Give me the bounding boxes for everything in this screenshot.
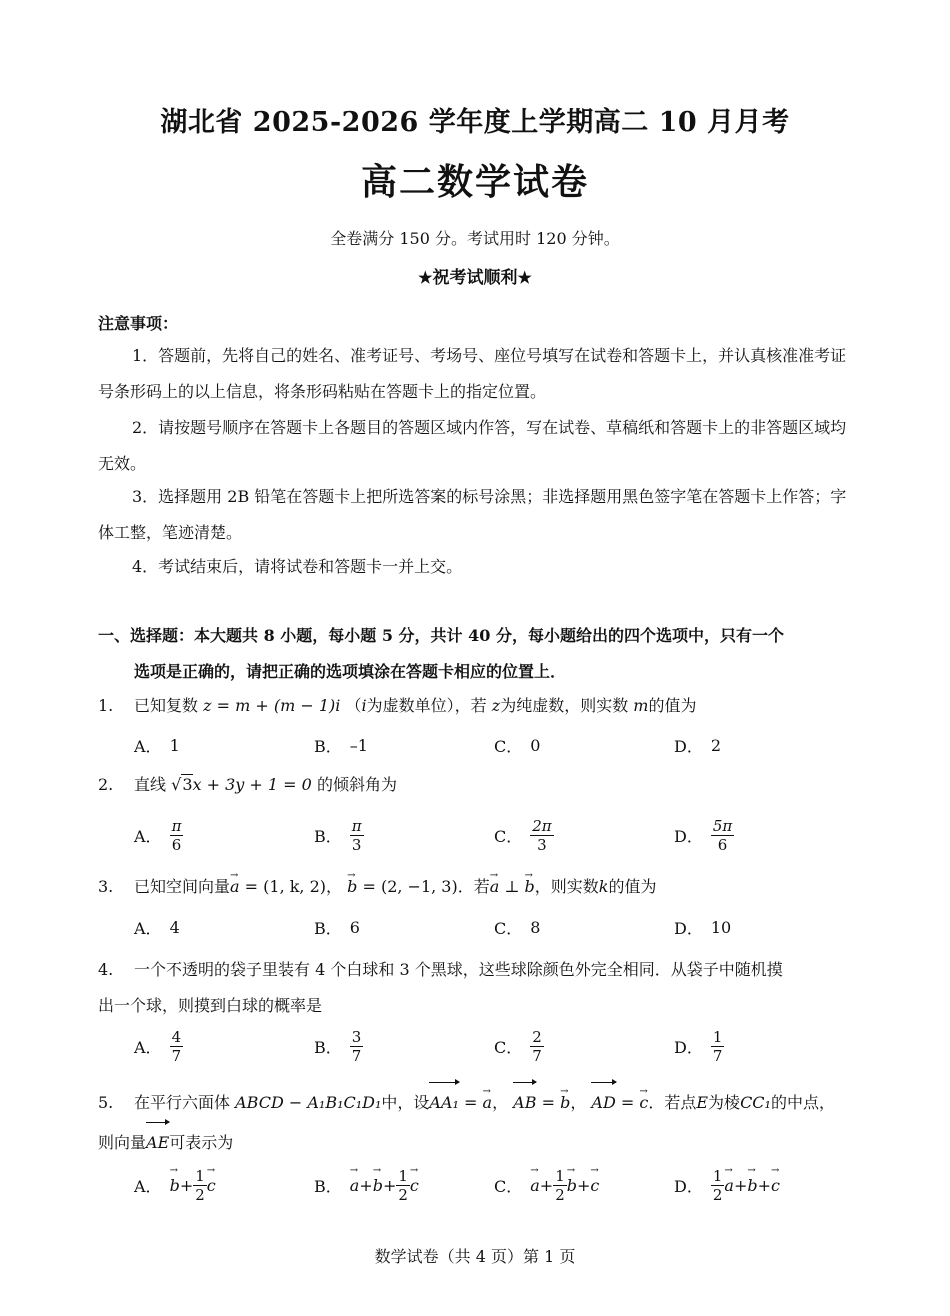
question-text: ，则实数 (534, 877, 599, 896)
question-text: 则向量 (98, 1133, 147, 1152)
perp-symbol: ⊥ (499, 877, 525, 896)
fraction (170, 1028, 184, 1065)
variable: k (598, 877, 609, 896)
option-label: C． (494, 1176, 523, 1196)
sqrt-radicand: 3 (182, 775, 193, 794)
option-label: D． (674, 1037, 703, 1057)
option-label: A． (134, 826, 162, 846)
denominator: 2 (398, 1185, 408, 1204)
denominator: 2 (555, 1185, 565, 1204)
vector-aa1: AA₁ (429, 1082, 459, 1122)
question-text: （ (345, 696, 362, 715)
variable: E (696, 1093, 709, 1112)
fraction (711, 1167, 725, 1204)
question-5: 5. 在平行六面体 ABCD − A₁B₁C₁D₁中，设AA₁ = → a， AB = → b， AD = → c．若点E为棱CC₁的中点， 则向量AE可表示为 (98, 1082, 858, 1162)
fraction (350, 817, 364, 854)
notice-item-1: 1．答题前，先将自己的姓名、准考证号、考场号、座位号填写在试卷和答题卡上，并认真核准准考证号条形码上的以上信息，将条形码粘贴在答题卡上的指定位置。 (98, 346, 847, 401)
equals-sign: = (536, 1093, 561, 1112)
numerator: 2 (532, 1027, 542, 1046)
numerator: π (351, 816, 362, 835)
option-value: 10 (710, 917, 732, 937)
formula: x + 3y + 1 = 0 (192, 775, 312, 794)
vector-a: → a (490, 875, 500, 899)
vector-a: → a (724, 1176, 734, 1195)
section-line-1: 一、选择题：本大题共 8 小题，每小题 5 分，共计 40 分，每小题给出的四个选项中，只有一个 (98, 626, 784, 645)
wish-text: 祝考试顺利 (432, 268, 518, 288)
option-value: 0 (530, 735, 541, 755)
vector-c: → c (207, 1176, 216, 1195)
question-text: 可表示为 (169, 1133, 234, 1152)
question-text: 一个不透明的袋子里装有 4 个白球和 3 个黑球，这些球除颜色外完全相同．从袋子中随机摸 (134, 960, 783, 979)
fraction (553, 1167, 567, 1204)
vector-c: → c (771, 1176, 780, 1195)
numerator: 1 (555, 1166, 565, 1185)
plus-sign: + (733, 1175, 748, 1195)
option-value: 4 (169, 917, 180, 937)
option-d (674, 1021, 724, 1071)
question-text: 的值为 (608, 877, 657, 896)
numerator: 4 (171, 1027, 182, 1046)
denominator: 6 (717, 835, 728, 854)
variable: m (633, 696, 649, 715)
vector-b: → b (373, 1176, 383, 1195)
sqrt-symbol: √ (171, 775, 182, 794)
option-d (674, 902, 731, 952)
notice-item-4: 4．考试结束后，请将试卷和答题卡一并上交。 (132, 557, 463, 576)
exam-title: 湖北省 2025-2026 学年度上学期高二 10 月月考 (160, 107, 790, 138)
variable: z (491, 696, 501, 715)
option-c (494, 1021, 544, 1071)
question-number: 3. (98, 877, 114, 896)
fraction (711, 1028, 725, 1065)
question-text: 的值为 (648, 696, 697, 715)
question-text: 已知复数 (134, 696, 199, 715)
vector-a: → a (350, 1176, 360, 1195)
denominator: 2 (195, 1185, 205, 1204)
vector-b: → b (747, 1176, 757, 1195)
options-1 (134, 720, 858, 770)
question-4 (98, 952, 858, 1024)
plus-sign: + (577, 1175, 591, 1195)
option-label: B． (314, 826, 342, 846)
option-a (134, 720, 180, 770)
option-label: A． (134, 736, 162, 756)
question-number: 4. (98, 960, 114, 979)
formula: = (2, −1, 3)．若 (357, 877, 490, 896)
formula: = (1, k, 2)， (239, 877, 343, 896)
option-value: 2 (710, 735, 722, 755)
equals-sign: = (458, 1093, 483, 1112)
plus-sign: + (539, 1175, 554, 1195)
numerator: 5π (712, 816, 733, 835)
section-heading (98, 618, 858, 690)
option-label: C． (494, 826, 523, 846)
question-text: 直线 (134, 775, 167, 794)
question-1 (98, 694, 696, 718)
option-d (674, 720, 721, 770)
question-number: 2. (98, 775, 114, 794)
option-b (314, 1160, 419, 1210)
question-text: 的中点， (770, 1093, 835, 1112)
denominator: 7 (351, 1046, 362, 1065)
vector-b: → b (170, 1176, 180, 1195)
fraction (711, 817, 734, 854)
option-b (314, 1021, 363, 1071)
option-label: B． (314, 1037, 342, 1057)
variable: i (361, 696, 367, 715)
section-line-2: 选项是正确的，请把正确的选项填涂在答题卡相应的位置上． (134, 662, 567, 681)
denominator: 3 (537, 835, 547, 854)
numerator: 3 (351, 1027, 362, 1046)
option-label: A． (134, 918, 162, 938)
denominator: 7 (171, 1046, 182, 1065)
page-footer: 数学试卷（共 4 页）第 1 页 (374, 1247, 576, 1266)
option-c (494, 810, 554, 860)
option-label: C． (494, 1037, 523, 1057)
option-b (314, 720, 368, 770)
vector-a: → a (483, 1084, 493, 1122)
option-b (314, 902, 360, 952)
subject-title: 高二数学试卷 (360, 161, 589, 203)
option-label: C． (494, 918, 523, 938)
question-text: 的倾斜角为 (316, 775, 397, 794)
option-label: D． (674, 736, 703, 756)
question-text: 已知空间向量 (134, 877, 231, 896)
question-text: 为纯虚数，则实数 (500, 696, 629, 715)
question-number: 1. (98, 696, 114, 715)
question-text: 在平行六面体 (134, 1093, 231, 1112)
notice-title: 注意事项： (98, 314, 179, 333)
numerator: 2π (532, 816, 552, 835)
option-value: 8 (530, 917, 541, 937)
numerator: 1 (712, 1027, 723, 1046)
vector-ab: AB (513, 1082, 536, 1122)
equals-sign: = (615, 1093, 640, 1112)
option-d (674, 1160, 780, 1210)
vector-b: → b (347, 875, 357, 899)
option-d (674, 810, 734, 860)
option-label: B． (314, 1176, 342, 1196)
notice-item-3: 3．选择题用 2B 铅笔在答题卡上把所选答案的标号涂黑；非选择题用黑色签字笔在答题卡上作答；字体工整，笔迹清楚。 (98, 487, 847, 542)
option-label: D． (674, 918, 703, 938)
question-text: 为虚数单位），若 (366, 696, 487, 715)
wish-line (0, 263, 950, 288)
fraction (170, 817, 184, 854)
numerator: 1 (398, 1166, 408, 1185)
vector-b: → b (525, 875, 535, 899)
vector-a: → a (530, 1176, 540, 1195)
numerator: 1 (712, 1166, 723, 1185)
question-text: ．若点 (648, 1093, 697, 1112)
option-label: A． (134, 1176, 162, 1196)
question-3 (98, 875, 656, 899)
vector-c: → c (410, 1176, 419, 1195)
option-c (494, 720, 540, 770)
vector-ad: AD (591, 1082, 615, 1122)
vector-ae: AE (146, 1122, 169, 1162)
denominator: 7 (532, 1046, 542, 1065)
question-text: 为棱 (708, 1093, 741, 1112)
option-c (494, 1160, 599, 1210)
plus-sign: + (382, 1175, 397, 1195)
numerator: π (171, 816, 182, 835)
option-b (314, 810, 364, 860)
vector-c: → c (590, 1176, 599, 1195)
denominator: 3 (351, 835, 362, 854)
option-a (134, 1021, 183, 1071)
fraction (530, 1028, 544, 1065)
option-a (134, 810, 183, 860)
option-label: C． (494, 736, 523, 756)
question-number: 5. (98, 1093, 114, 1112)
options-3 (134, 902, 858, 952)
vector-c: → c (639, 1084, 648, 1122)
options-4 (134, 1021, 858, 1071)
option-label: B． (314, 918, 342, 938)
star-icon: ★ (517, 268, 532, 287)
option-value: 1 (169, 735, 180, 755)
fraction (350, 1028, 364, 1065)
vector-b: → b (567, 1176, 577, 1195)
vector-a: → a (230, 875, 240, 899)
denominator: 6 (171, 835, 182, 854)
option-label: B． (314, 736, 342, 756)
option-value: –1 (349, 735, 368, 755)
fraction (193, 1167, 207, 1204)
denominator: 7 (712, 1046, 723, 1065)
fraction (396, 1167, 410, 1204)
formula: ABCD − A₁B₁C₁D₁ (235, 1093, 382, 1112)
plus-sign: + (359, 1175, 373, 1195)
vector-b: → b (560, 1084, 570, 1122)
fraction (530, 817, 553, 854)
denominator: 2 (712, 1185, 723, 1204)
question-text: 出一个球，则摸到白球的概率是 (98, 996, 323, 1015)
formula: z = m + (m − 1)i (203, 696, 341, 715)
plus-sign: + (179, 1175, 194, 1195)
option-value: 6 (349, 917, 360, 937)
option-label: D． (674, 1176, 703, 1196)
star-icon: ★ (418, 268, 433, 287)
question-text: 中，设 (381, 1093, 430, 1112)
formula: CC₁ (740, 1093, 771, 1112)
exam-info: 全卷满分 150 分。考试用时 120 分钟。 (330, 229, 620, 248)
option-c (494, 902, 540, 952)
options-5 (134, 1160, 858, 1210)
plus-sign: + (757, 1175, 771, 1195)
option-label: A． (134, 1037, 162, 1057)
option-a (134, 1160, 216, 1210)
question-2 (98, 773, 397, 797)
notice-item-2: 2．请按题号顺序在答题卡上各题目的答题区域内作答，写在试卷、草稿纸和答题卡上的非答题区域均无效。 (98, 418, 847, 473)
numerator: 1 (195, 1166, 205, 1185)
options-2 (134, 810, 858, 860)
option-a (134, 902, 180, 952)
option-label: D． (674, 826, 703, 846)
